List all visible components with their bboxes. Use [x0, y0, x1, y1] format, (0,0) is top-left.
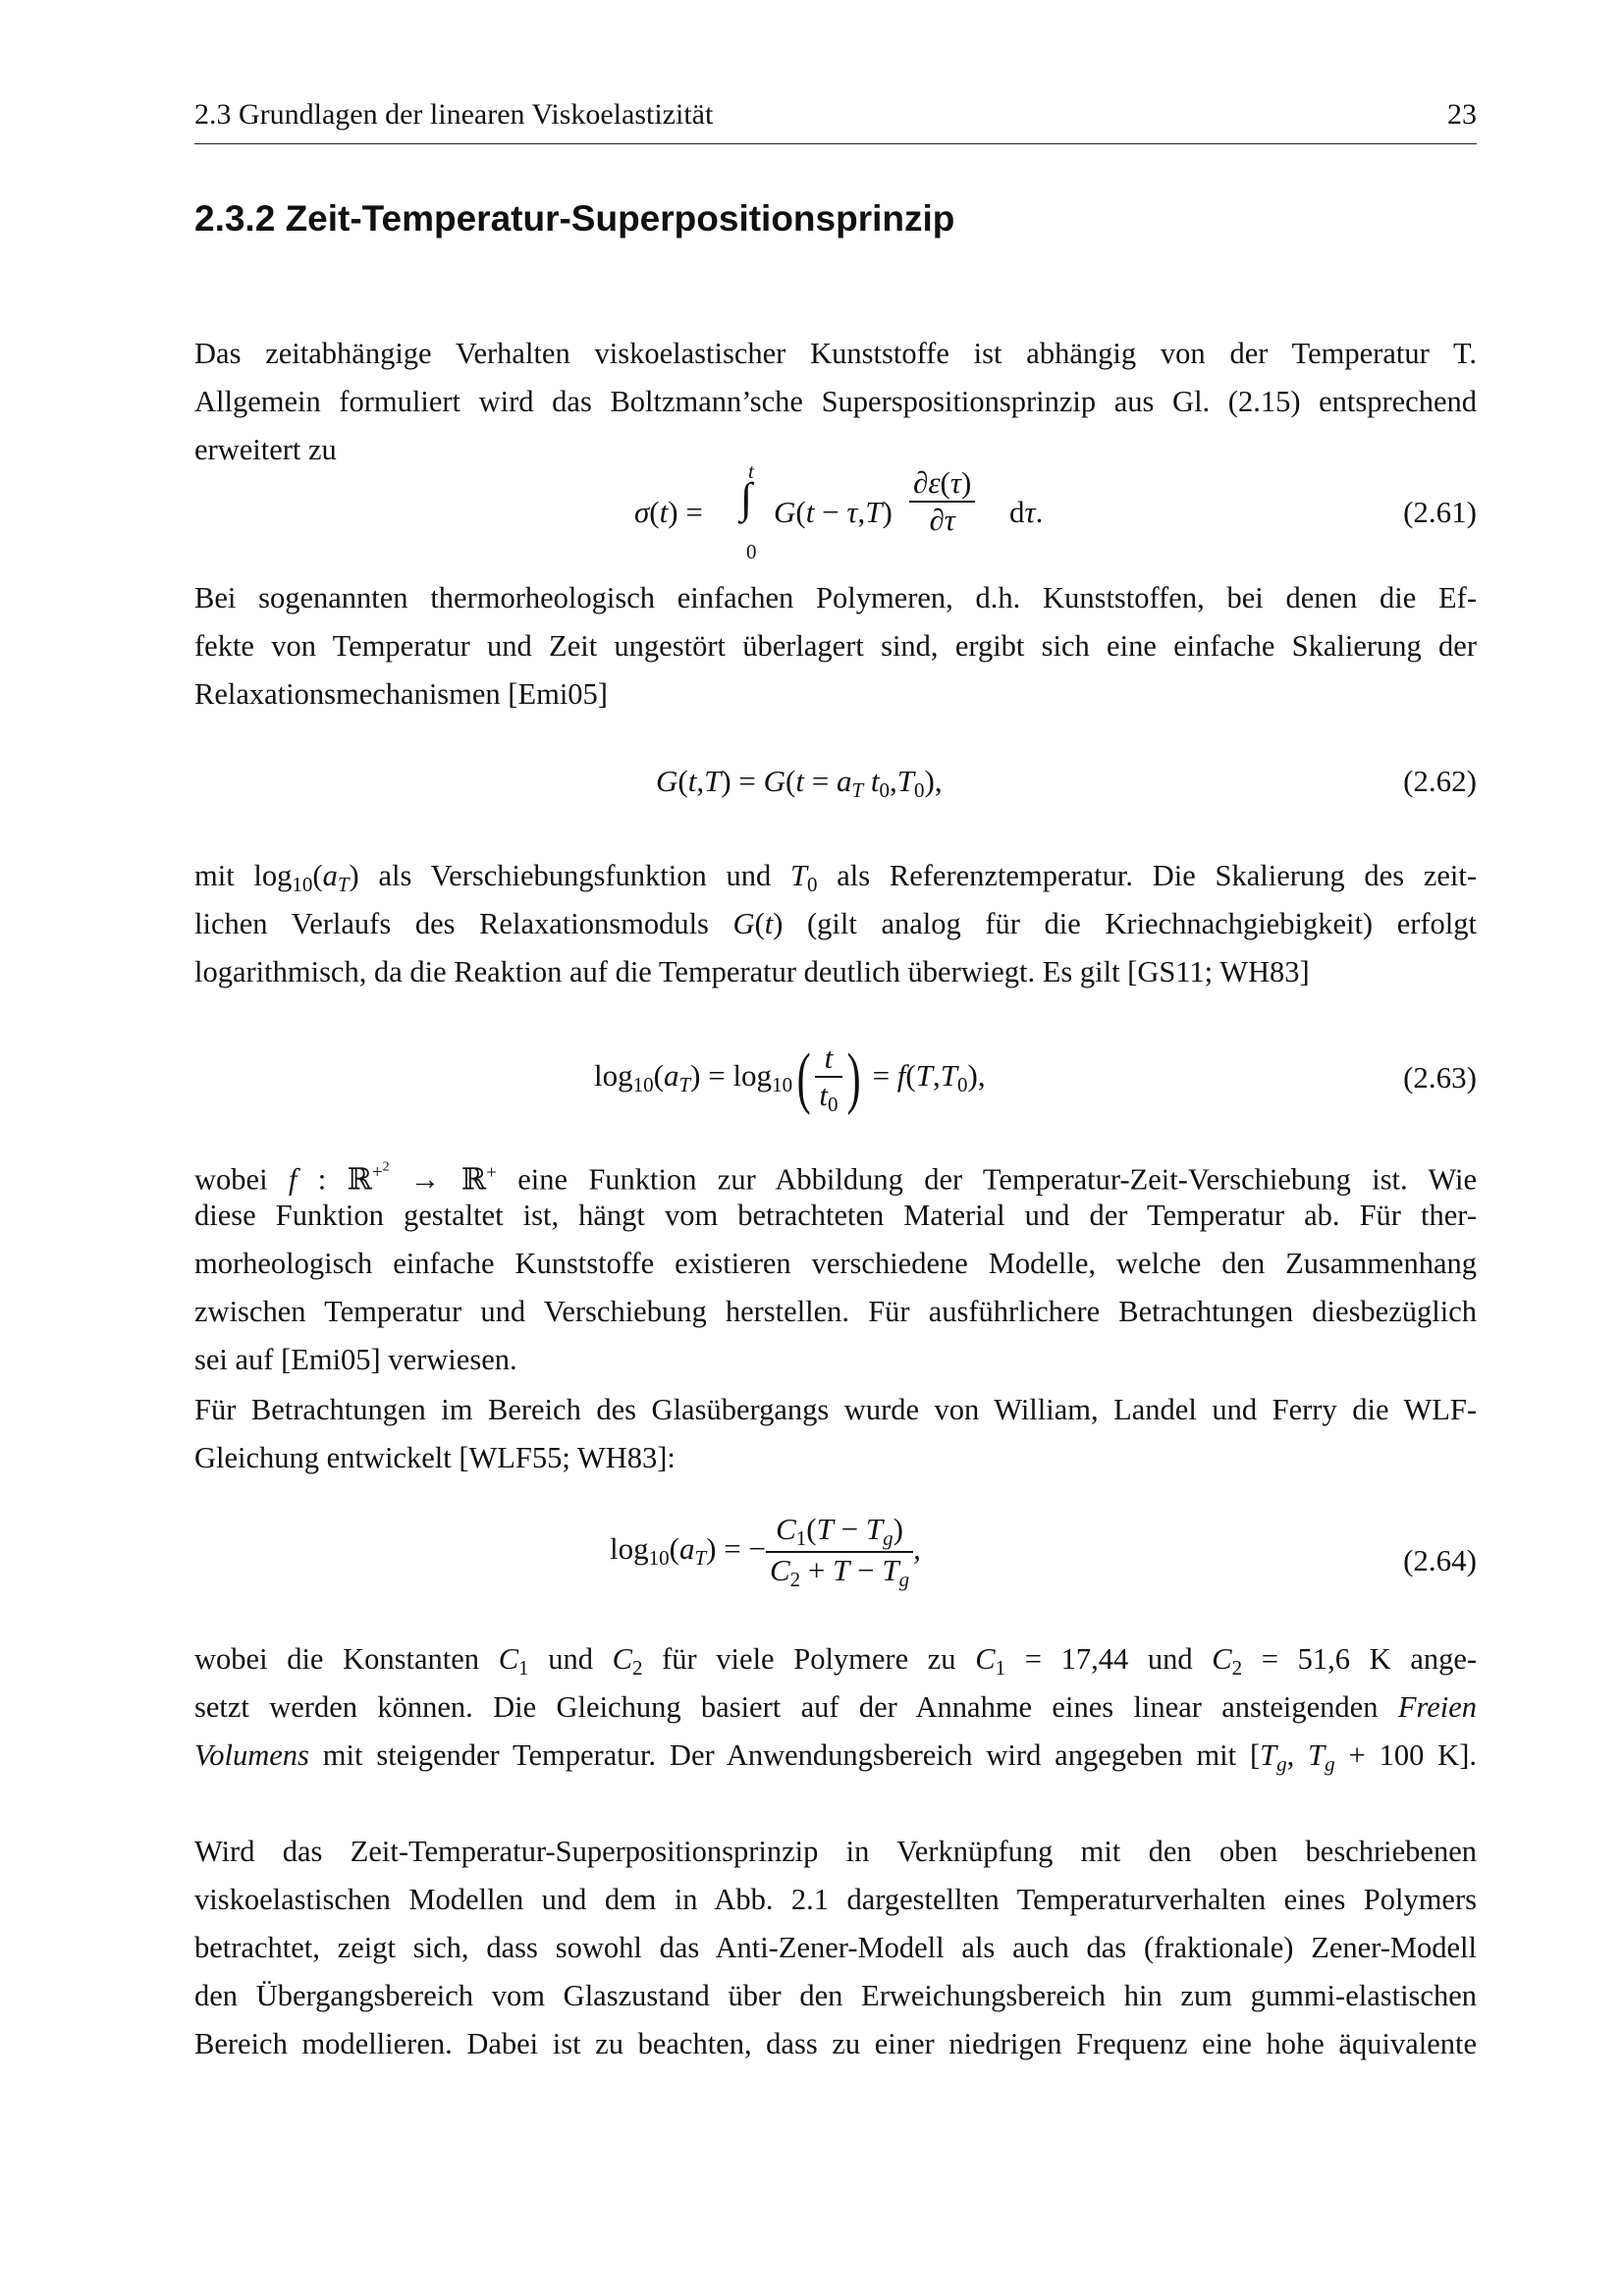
- text-run: = 17,44 und: [1024, 1642, 1193, 1676]
- paragraph-3: [194, 852, 1477, 996]
- equation-2-63: $\log_{10}(a_T) = \log_{10}$( $\frac{t}{t_0}$ ) = $f(T,T_0)$, (2.63): [594, 1041, 1477, 1116]
- paragraph-7: [194, 1828, 1477, 2068]
- paragraph-line: betrachtet, zeigt sich, dass sowohl das Anti-Zener-Modell als auch das (fraktionale) Zener-Modell: [194, 1931, 1477, 1964]
- text-run: als Verschiebungsfunktion und: [378, 859, 772, 892]
- page-number: 23: [1447, 98, 1477, 131]
- running-header: [194, 98, 1477, 144]
- text-run: wobei: [194, 1162, 268, 1197]
- equation-number: (2.61): [1403, 495, 1477, 529]
- paragraph-line: mit $\log_{10}(a_T)$ als Verschiebungsfunktion und $T_0$ als Referenztemperatur. Die Skalierung des zeit-: [194, 859, 1478, 896]
- paragraph-line: Bei sogenannten thermorheologisch einfachen Polymeren, d.h. Kunststoffen, bei denen die Ef-: [194, 581, 1477, 614]
- paragraph-line: zwischen Temperatur und Verschiebung herstellen. Für ausführlichere Betrachtungen diesbezüglich: [194, 1295, 1477, 1328]
- text-run: als Referenztemperatur. Die Skalierung des zeit-: [837, 859, 1478, 892]
- paragraph-6: [194, 1635, 1477, 1780]
- paragraph-line: fekte von Temperatur und Zeit ungestört überlagert sind, ergibt sich eine einfache Skalierung der: [194, 629, 1477, 663]
- text-run: und: [548, 1642, 593, 1676]
- text-run: 100 K: [1379, 1738, 1460, 1772]
- text-run: mit steigender Temperatur. Der Anwendungsbereich wird angegeben mit: [322, 1738, 1237, 1772]
- paragraph-1: [194, 330, 1477, 474]
- paragraph-2: [194, 574, 1477, 719]
- paragraph-4: [194, 1144, 1477, 1384]
- paragraph-line: Für Betrachtungen im Bereich des Glasübergangs wurde von William, Landel und Ferry die WLF-: [194, 1393, 1477, 1426]
- paragraph-line: logarithmisch, da die Reaktion auf die Temperatur deutlich überwiegt. Es gilt [GS11; WH83]: [194, 955, 1310, 988]
- section-title: 2.3.2 Zeit-Temperatur-Superpositionsprinzip: [194, 198, 955, 239]
- paragraph-line: Bereich modellieren. Dabei ist zu beachten, dass zu einer niedrigen Frequenz eine hohe äquivalente: [194, 2027, 1477, 2060]
- text-run: lichen Verlaufs des Relaxationsmoduls: [194, 907, 709, 940]
- paragraph-line: lichen Verlaufs des Relaxationsmoduls G(t) (gilt analog für die Kriechnachgiebigkeit) erfolgt: [194, 907, 1477, 940]
- paragraph-5: [194, 1386, 1477, 1482]
- equation-2-62: $G(t,T) = G(t = a_T$ $t_0,T_0$), (2.62): [656, 764, 1477, 802]
- paragraph-line: erweitert zu: [194, 433, 337, 466]
- paragraph-line: sei auf [Emi05] verwiesen.: [194, 1343, 517, 1376]
- text-run: Freien: [1397, 1690, 1477, 1724]
- equation-number: (2.62): [1403, 764, 1477, 798]
- equation-2-61: σ(t) = t ∫ 0 G(t − τ,T) $\frac{\partial\varepsilon(\tau)}{\partial\tau}$ dτ. (2.61): [634, 459, 1477, 563]
- text-run: Volumens: [194, 1738, 309, 1772]
- paragraph-line: diese Funktion gestaltet ist, hängt vom betrachteten Material und der Temperatur ab. Für ther-: [194, 1199, 1477, 1232]
- equation-2-64: $\log_{10}(a_T)$ = − $\frac{C_1(T - T_g)}{C_2 + T - T_g}$ , (2.64): [610, 1512, 1477, 1591]
- text-run: wobei die Konstanten: [194, 1642, 480, 1676]
- paragraph-line: morheologisch einfache Kunststoffe existieren verschiedene Modelle, welche den Zusammenhang: [194, 1247, 1477, 1280]
- paragraph-line: Relaxationsmechanismen [Emi05]: [194, 677, 608, 711]
- paragraph-line: den Übergangsbereich vom Glaszustand über den Erweichungsbereich hin zum gummi-elastischen: [194, 1979, 1477, 2012]
- paragraph-line: Gleichung entwickelt [WLF55; WH83]:: [194, 1441, 676, 1474]
- paragraph-line: wobei f : ℝ$^{+^2}$ → ℝ+ eine Funktion zur Abbildung der Temperatur-Zeit-Verschiebung ist. Wie: [194, 1160, 1478, 1198]
- text-run: setzt werden können. Die Gleichung basiert auf der Annahme eines linear ansteigenden: [194, 1690, 1379, 1724]
- text-run: mit: [194, 859, 235, 892]
- header-section: 2.3 Grundlagen der linearen Viskoelastizität: [194, 98, 714, 131]
- text-run: = 51,6 K ange-: [1261, 1642, 1478, 1676]
- paragraph-line: wobei die Konstanten $C_1$ und $C_2$ für viele Polymere zu $C_1 = 17,44$ und $C_2 = 51,6$ K ange-: [194, 1642, 1478, 1680]
- text-run: für viele Polymere zu: [662, 1642, 956, 1676]
- paragraph-line: [194, 1683, 1477, 1732]
- text-run: eine Funktion zur Abbildung der Temperatur-Zeit-Verschiebung ist. Wie: [517, 1162, 1478, 1197]
- equation-number: (2.63): [1403, 1060, 1477, 1095]
- paragraph-line: viskoelastischen Modellen und dem in Abb. 2.1 dargestellten Temperaturverhalten eines Polymers: [194, 1883, 1477, 1916]
- paragraph-line: Das zeitabhängige Verhalten viskoelastischer Kunststoffe ist abhängig von der Temperatur T.: [194, 337, 1477, 370]
- paragraph-line: Wird das Zeit-Temperatur-Superpositionsprinzip in Verknüpfung mit den oben beschriebenen: [194, 1835, 1477, 1868]
- equation-number: (2.64): [1403, 1543, 1477, 1577]
- paragraph-line: Allgemein formuliert wird das Boltzmann’sche Superspositionsprinzip aus Gl. (2.15) entsprechend: [194, 385, 1477, 418]
- paragraph-line: Volumens mit steigender Temperatur. Der Anwendungsbereich wird angegeben mit [$T_g$, $T_g + 100$ K].: [194, 1738, 1478, 1776]
- text-run: (gilt analog für die Kriechnachgiebigkeit) erfolgt: [807, 907, 1477, 940]
